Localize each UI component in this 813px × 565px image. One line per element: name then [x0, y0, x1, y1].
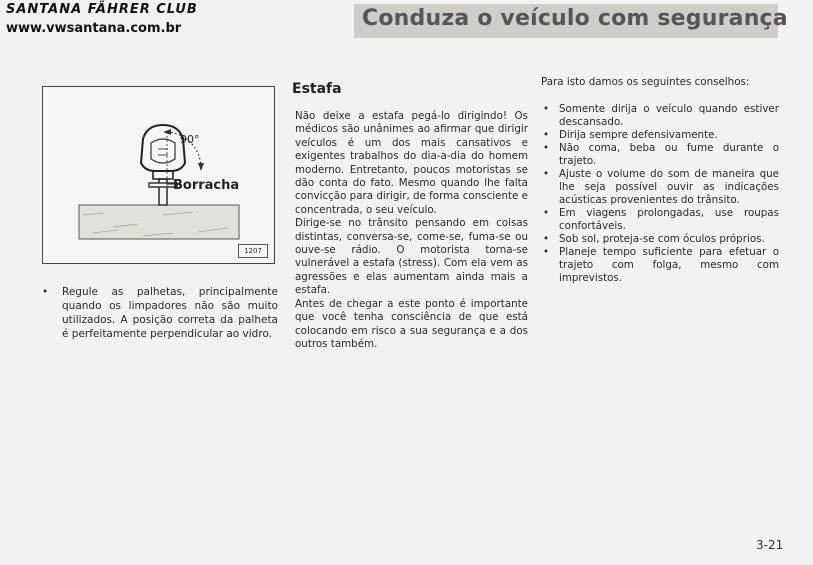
caption-bullet: • — [42, 286, 49, 298]
paragraph: Dirige-se no trânsito pensando em coisas distintas, conversa-se, come-se, fuma-se ou ouve-se rádio. O motorista torna-se vulnerável a estafa (stress). Com ela vem as agressões e elas aumentam ainda mais a estafa. — [295, 217, 528, 297]
page-title: Conduza o veículo com segurança — [362, 6, 788, 31]
figure-caption — [42, 285, 278, 341]
glass-surface — [79, 205, 239, 239]
tips-intro: Para isto damos os seguintes conselhos: — [541, 76, 750, 88]
paragraph: Antes de chegar a este ponto é importante que você tenha consciência de que está colocando em risco a sua segurança e a dos outros também. — [295, 297, 528, 350]
site-watermark: www.vwsantana.com.br — [6, 21, 182, 36]
angle-label: 90° — [180, 133, 200, 146]
list-item: • Dirija sempre defensivamente. — [541, 129, 779, 142]
list-item: • Sob sol, proteja-se com óculos próprios. — [541, 233, 779, 246]
paragraph: Não deixe a estafa pegá-lo dirigindo! Os médicos são unânimes ao afirmar que dirigir veículos é um dos mais cansativos e exigentes trabalhos do dia-a-dia do homem moderno. Entretanto, poucos motoristas se dão conta do fato. Mesmo quando lhe falta convicção para dirigir, de forma consciente e concentrada, o seu veículo. — [295, 110, 528, 216]
club-watermark: SANTANA FÄHRER CLUB — [6, 2, 198, 17]
list-item: • Em viagens prolongadas, use roupas confortáveis. — [541, 207, 779, 233]
wiper-figure — [42, 86, 275, 264]
list-item: • Planeje tempo suficiente para efetuar o trajeto com folga, mesmo com imprevistos. — [541, 246, 779, 285]
section-heading: Estafa — [292, 81, 342, 97]
caption-text: Regule as palhetas, principalmente quando os limpadores não são muito utilizados. A posição correta da palheta é perfeitamente perpendicular ao vidro. — [62, 286, 278, 340]
list-item: • Não coma, beba ou fume durante o trajeto. — [541, 142, 779, 168]
part-label: Borracha — [173, 178, 240, 193]
figure-number: 1207 — [238, 244, 268, 258]
right-column — [541, 76, 779, 285]
tips-list — [541, 103, 779, 285]
middle-column — [295, 110, 528, 351]
blade-holder — [141, 125, 185, 171]
wiper-blade-illustration — [43, 87, 276, 265]
list-item: • Ajuste o volume do som de maneira que lhe seja possível ouvir as indicações acústicas provenientes do trânsito. — [541, 168, 779, 207]
list-item: • Somente dirija o veículo quando estiver descansado. — [541, 103, 779, 129]
page-number: 3-21 — [756, 538, 784, 552]
